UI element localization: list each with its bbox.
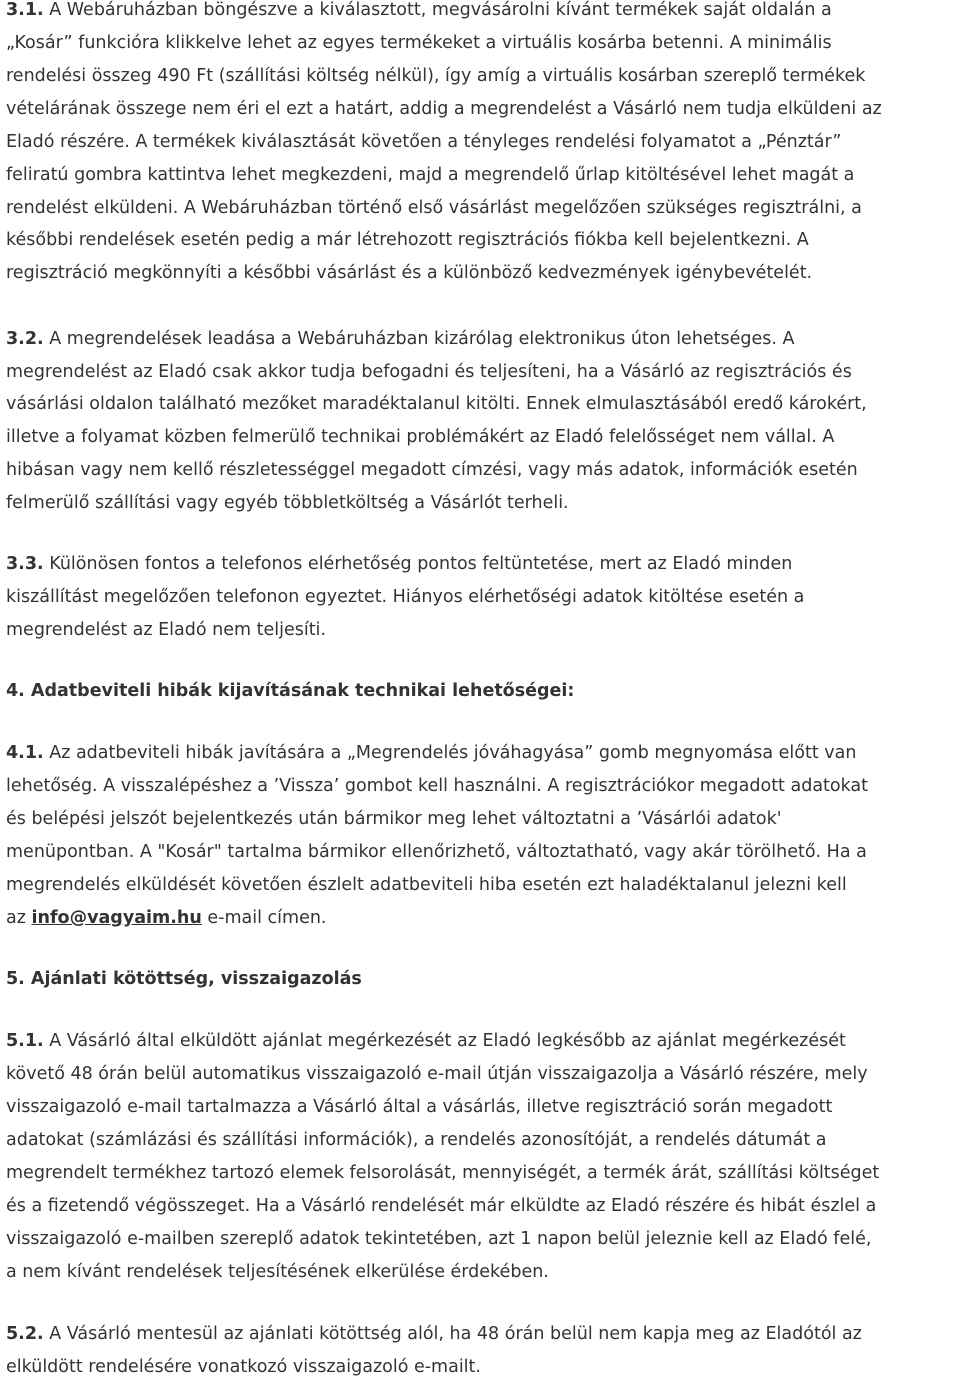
text-line: visszaigazoló e-mailben szereplő adatok tekintetében, azt 1 napon belül jeleznie kell az Eladó felé, [6,1229,872,1249]
text-line [6,331,795,349]
text-line: vételárának összege nem éri el ezt a határt, addig a megrendelést a Vásárló nem tudja elküldeni az [6,99,882,119]
line-text: A Vásárló mentesül az ajánlati kötöttség alól, ha 48 órán belül nem kapja meg az Eladótól az [49,1324,862,1344]
text-line [6,745,856,763]
text-line: megrendelt termékhez tartozó elemek felsorolását, mennyiségét, a termék árát, szállítási költséget [6,1163,880,1183]
text-line: menüpontban. A "Kosár" tartalma bármikor ellenőrizhető, változtatható, vagy akár törölhető. Ha a [6,842,867,862]
text-line: és belépési jelszót bejelentkezés után bármikor meg lehet változtatni a ’Vásárlói adatok' [6,809,782,829]
text-line: Eladó részére. A termékek kiválasztását követően a tényleges rendelési folyamatot a „Pénztár” [6,132,842,152]
text-line: elküldött rendelésére vonatkozó visszaigazoló e-mailt. [6,1357,481,1377]
text-line: illetve a folyamat közben felmerülő technikai problémákért az Eladó felelősséget nem vállal. A [6,427,835,447]
text-line: későbbi rendelések esetén pedig a már létrehozott regisztrációs fiókba kell bejelentkezni. A [6,230,809,250]
section-number: 3.1. [6,0,44,20]
line-text: A Vásárló által elküldött ajánlat megérkezését az Eladó legkésőbb az ajánlat megérkezését [49,1031,846,1051]
text-line: hibásan vagy nem kellő részletességgel megadott címzési, vagy más adatok, információk esetén [6,460,858,480]
text-line: „Kosár” funkcióra klikkelve lehet az egyes termékeket a virtuális kosárba betenni. A minimális [6,33,832,53]
text-line: lehetőség. A visszalépéshez a ’Vissza’ gombot kell használni. A regisztrációkor megadott adatokat [6,776,869,796]
text-line: megrendelést az Eladó csak akkor tudja befogadni és teljesíteni, ha a Vásárló az regisztrációs és [6,362,852,382]
text-line: rendelési összeg 490 Ft (szállítási költség nélkül), így amíg a virtuális kosárban szereplő termékek [6,66,866,86]
text-line [6,1326,862,1344]
text-line [6,556,792,574]
text-line: a nem kívánt rendelések teljesítésének elkerülése érdekében. [6,1262,549,1282]
text-line: rendelést elküldeni. A Webáruházban történő első vásárlást megelőzően szükséges regisztrálni, a [6,198,862,218]
text-line: felmerülő szállítási vagy egyéb többletköltség a Vásárlót terheli. [6,493,569,513]
line-text: A Webáruházban böngészve a kiválasztott, megvásárolni kívánt termékek saját oldalán a [49,0,832,20]
text-line: követő 48 órán belül automatikus visszaigazoló e-mail útján visszaigazolja a Vásárló részére, mely [6,1064,868,1084]
section-number: 3.2. [6,329,44,349]
line-text: e-mail címen. [201,908,327,928]
line-text: Különösen fontos a telefonos elérhetőség pontos feltüntetése, mert az Eladó minden [49,554,793,574]
section-number: 5.1. [6,1031,44,1051]
section-number: 5.2. [6,1324,44,1344]
section-heading-4: 4. Adatbeviteli hibák kijavításának technikai lehetőségei: [6,681,575,701]
email-link[interactable]: info@vagyaim.hu [31,908,202,928]
text-line: regisztráció megkönnyíti a későbbi vásárlást és a különböző kedvezmények igénybevételét. [6,263,813,283]
text-line [6,2,832,20]
text-line: vásárlási oldalon található mezőket maradéktalanul kitölti. Ennek elmulasztásából eredő károkért, [6,394,867,414]
line-text: Az adatbeviteli hibák javítására a „Megrendelés jóváhagyása” gomb megnyomása előtt van [49,743,857,763]
text-line: visszaigazoló e-mail tartalmazza a Vásárló által a vásárlás, illetve regisztráció során megadott [6,1097,833,1117]
text-line: megrendelés elküldését követően észlelt adatbeviteli hiba esetén ezt haladéktalanul jelezni kell [6,875,847,895]
section-number: 4.1. [6,743,44,763]
text-line: kiszállítást megelőzően telefonon egyeztet. Hiányos elérhetőségi adatok kitöltése esetén a [6,587,805,607]
line-text: az [6,908,32,928]
text-line [6,910,327,928]
text-line: megrendelést az Eladó nem teljesíti. [6,620,326,640]
text-line: és a fizetendő végösszeget. Ha a Vásárló rendelését már elküldte az Eladó részére és hibát észlel a [6,1196,877,1216]
line-text: A megrendelések leadása a Webáruházban kizárólag elektronikus úton lehetséges. A [49,329,795,349]
text-line: adatokat (számlázási és szállítási információk), a rendelés azonosítóját, a rendelés dátumát a [6,1130,827,1150]
text-line: feliratú gombra kattintva lehet megkezdeni, majd a megrendelő űrlap kitöltésével lehet magát a [6,165,855,185]
section-number: 3.3. [6,554,44,574]
section-heading-5: 5. Ajánlati kötöttség, visszaigazolás [6,969,362,989]
text-line [6,1033,846,1051]
